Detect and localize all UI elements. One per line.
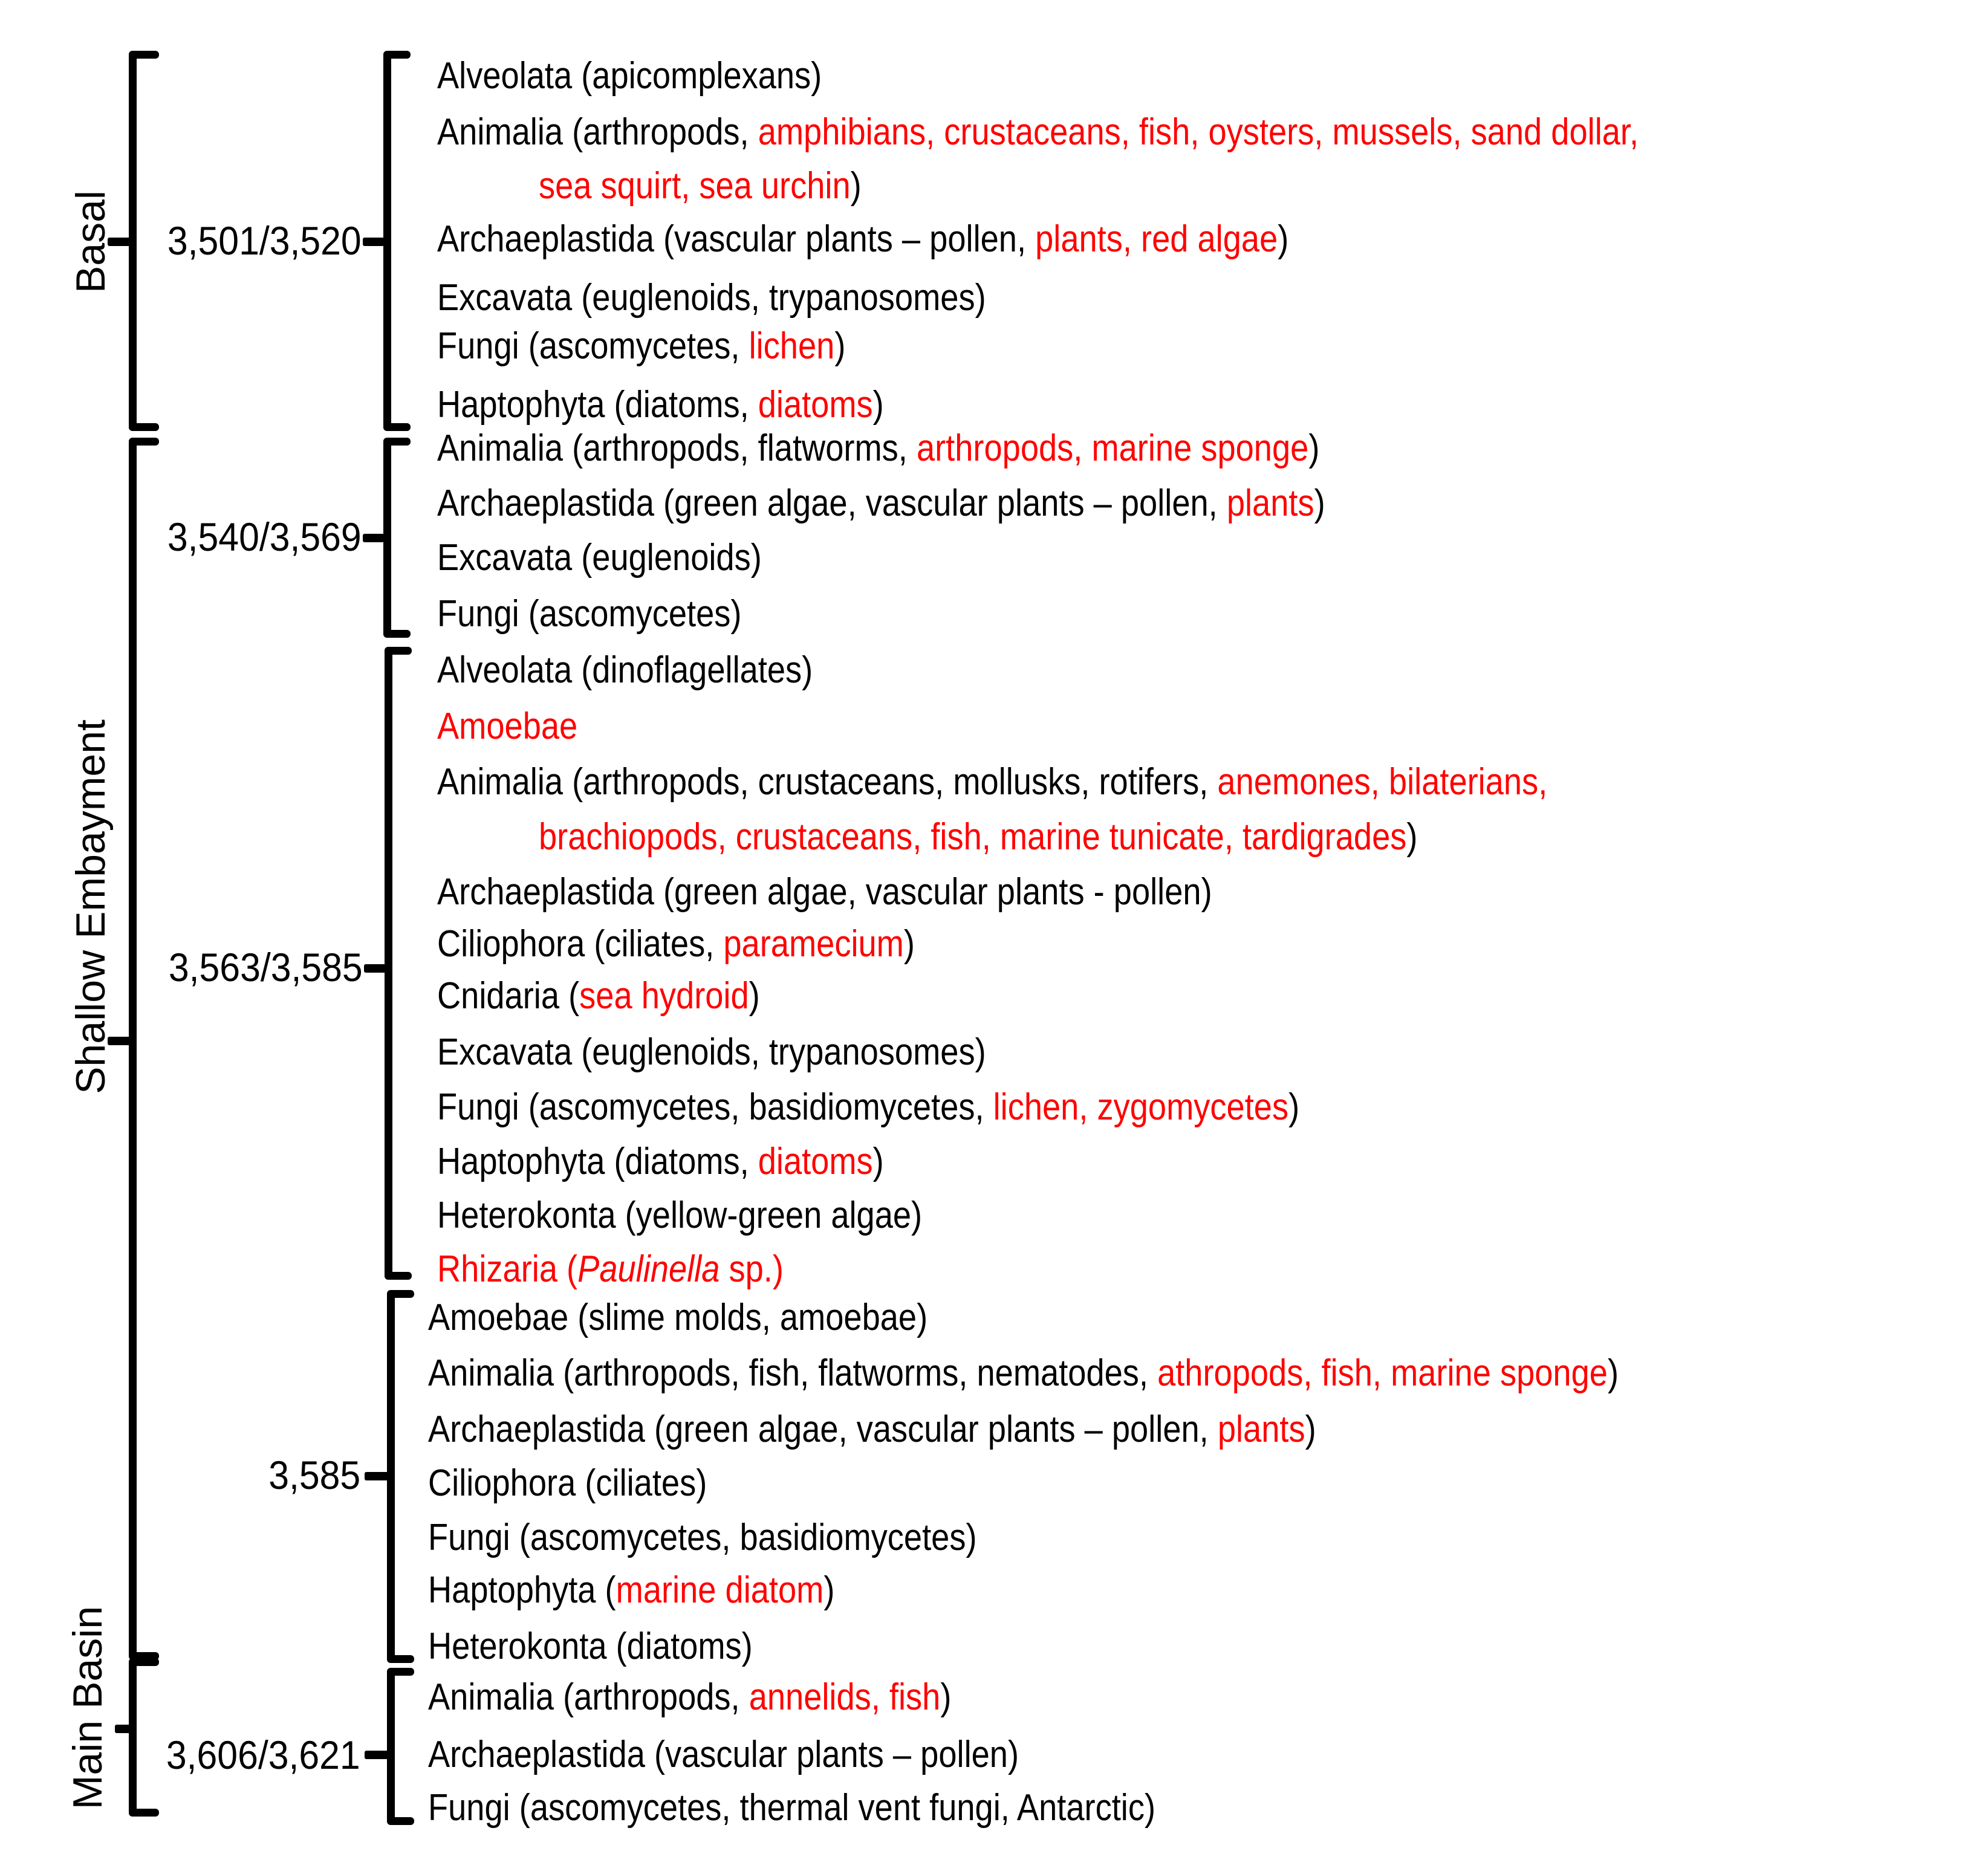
- taxon-text: Heterokonta (yellow-green algae): [437, 1195, 923, 1236]
- highlighted-taxon-text: marine diatom: [616, 1569, 824, 1611]
- taxon-row: [437, 218, 1289, 260]
- taxon-text: Excavata (euglenoids, trypanosomes): [437, 1031, 986, 1073]
- highlighted-taxon-text: plants, red algae: [1035, 218, 1278, 260]
- zone-label-shallow-embayment: Shallow Embayment: [68, 719, 114, 1094]
- zone-label-main-basin: Main Basin: [65, 1606, 111, 1810]
- highlighted-taxon-text: anemones, bilaterians,: [1217, 761, 1548, 803]
- taxon-row: [437, 1086, 1300, 1128]
- taxon-row: [539, 167, 862, 205]
- taxon-text: Amoebae (slime molds, amoebae): [428, 1297, 928, 1338]
- highlighted-taxon-text: Rhizaria (: [437, 1248, 578, 1290]
- taxon-text: Fungi (ascomycetes, basidiomycetes): [428, 1517, 977, 1558]
- taxon-row: [437, 539, 762, 577]
- taxon-row: [437, 925, 915, 963]
- taxon-row: [428, 1411, 1316, 1448]
- taxon-row: [437, 279, 986, 317]
- depth-label-group-3: 3,563/3,585: [169, 945, 363, 990]
- highlighted-taxon-text: plants: [1217, 1409, 1305, 1450]
- highlighted-taxon-text: amphibians, crustaceans, fish, oysters, mussels, sand dollar,: [758, 111, 1639, 153]
- taxon-text: ): [872, 384, 884, 426]
- highlighted-taxon-text: sea hydroid: [579, 975, 749, 1017]
- taxon-text: Archaeplastida (green algae, vascular plants - pollen): [437, 871, 1212, 913]
- taxon-row: [428, 1299, 927, 1337]
- depth-label-group-1: 3,501/3,520: [167, 218, 362, 263]
- taxon-row: [437, 649, 813, 691]
- taxon-row: [539, 816, 1418, 858]
- taxon-text: ): [1406, 816, 1418, 858]
- taxon-text: Animalia (arthropods,: [437, 111, 758, 153]
- taxon-text: Alveolata (dinoflagellates): [437, 649, 813, 691]
- taxon-row: [437, 595, 741, 633]
- highlighted-taxon-text: Amoebae: [437, 705, 578, 747]
- depth-label-group-5: 3,606/3,621: [166, 1733, 360, 1777]
- highlighted-taxon-text: sea squirt, sea urchin: [539, 165, 851, 207]
- depth-label-group-2: 3,540/3,569: [167, 514, 362, 559]
- taxon-row: [437, 1248, 784, 1290]
- taxon-text: ): [1308, 427, 1320, 469]
- taxon-text: Excavata (euglenoids, trypanosomes): [437, 277, 986, 319]
- highlighted-taxon-text: paramecium: [723, 923, 904, 965]
- highlighted-taxon-text: athropods, fish, marine sponge: [1157, 1352, 1608, 1394]
- taxon-text: ): [850, 165, 862, 207]
- highlighted-taxon-text: diatoms: [758, 384, 873, 426]
- taxon-text: ): [1305, 1409, 1316, 1450]
- taxon-row: [437, 57, 822, 95]
- taxon-text: Cnidaria (: [437, 975, 580, 1017]
- taxon-text: Haptophyta (diatoms,: [437, 1141, 758, 1182]
- taxon-row: [428, 1628, 753, 1665]
- taxon-text: ): [749, 975, 760, 1017]
- taxon-row: [428, 1519, 977, 1557]
- taxon-text: ): [834, 325, 846, 367]
- taxon-row: [428, 1352, 1619, 1394]
- highlighted-taxon-text: plants: [1226, 482, 1314, 524]
- taxon-text: ): [940, 1676, 952, 1718]
- taxon-text: ): [1288, 1086, 1300, 1128]
- taxon-text: Archaeplastida (vascular plants – pollen): [428, 1734, 1019, 1775]
- taxon-text: Haptophyta (: [428, 1569, 616, 1611]
- depth-label-group-4: 3,585: [268, 1453, 360, 1497]
- taxon-row: [437, 325, 846, 367]
- taxon-row: [428, 1736, 1019, 1774]
- taxon-row: [437, 705, 578, 747]
- taxon-text: Archaeplastida (vascular plants – pollen,: [437, 218, 1036, 260]
- taxon-row: [437, 763, 1547, 801]
- taxon-text: ): [872, 1141, 884, 1182]
- highlighted-taxon-text: diatoms: [758, 1141, 873, 1182]
- taxon-text: Fungi (ascomycetes): [437, 593, 742, 635]
- taxon-text: ): [823, 1569, 835, 1611]
- taxon-row: [437, 1031, 986, 1073]
- highlighted-taxon-text: sp.): [720, 1248, 784, 1290]
- taxon-text: ): [1278, 218, 1289, 260]
- taxon-row: [428, 1569, 835, 1611]
- taxon-text: Haptophyta (diatoms,: [437, 384, 758, 426]
- highlighted-taxon-text: annelids, fish: [749, 1676, 941, 1718]
- taxon-row: [437, 871, 1212, 913]
- taxon-text: Alveolata (apicomplexans): [437, 55, 822, 97]
- taxon-text: Animalia (arthropods,: [428, 1676, 749, 1718]
- taxon-text: ): [903, 923, 915, 965]
- zone-label-basal: Basal: [68, 190, 114, 294]
- taxon-text: Excavata (euglenoids): [437, 537, 762, 579]
- taxon-row: [437, 386, 884, 424]
- taxon-row: [437, 1197, 922, 1234]
- taxon-row: [437, 482, 1325, 524]
- taxon-text: Animalia (arthropods, fish, flatworms, nematodes,: [428, 1352, 1158, 1394]
- taxon-text: Archaeplastida (green algae, vascular plants – pollen,: [437, 482, 1227, 524]
- taxon-text: Fungi (ascomycetes, basidiomycetes,: [437, 1086, 993, 1128]
- highlighted-taxon-text: arthropods, marine sponge: [916, 427, 1309, 469]
- highlighted-taxon-text: lichen, zygomycetes: [993, 1086, 1289, 1128]
- taxon-row: [437, 111, 1639, 153]
- taxon-text: Ciliophora (ciliates,: [437, 923, 724, 965]
- taxon-text: Animalia (arthropods, crustaceans, mollusks, rotifers,: [437, 761, 1218, 803]
- taxon-text: Ciliophora (ciliates): [428, 1462, 707, 1504]
- highlighted-taxon-text: Paulinella: [577, 1248, 720, 1290]
- taxon-row: [428, 1462, 707, 1504]
- taxon-row: [437, 1143, 884, 1181]
- taxon-text: ): [1607, 1352, 1619, 1394]
- taxon-row: [437, 977, 760, 1015]
- taxon-text: Fungi (ascomycetes,: [437, 325, 749, 367]
- taxon-text: Heterokonta (diatoms): [428, 1626, 753, 1667]
- taxon-text: Animalia (arthropods, flatworms,: [437, 427, 917, 469]
- taxon-text: Fungi (ascomycetes, thermal vent fungi, Antarctic): [428, 1787, 1156, 1829]
- taxon-row: [437, 427, 1320, 469]
- highlighted-taxon-text: lichen: [749, 325, 835, 367]
- taxon-row: [428, 1676, 952, 1718]
- taxon-row: [428, 1789, 1155, 1827]
- taxon-text: ): [1314, 482, 1325, 524]
- highlighted-taxon-text: brachiopods, crustaceans, fish, marine tunicate, tardigrades: [539, 816, 1407, 858]
- taxon-text: Archaeplastida (green algae, vascular plants – pollen,: [428, 1409, 1218, 1450]
